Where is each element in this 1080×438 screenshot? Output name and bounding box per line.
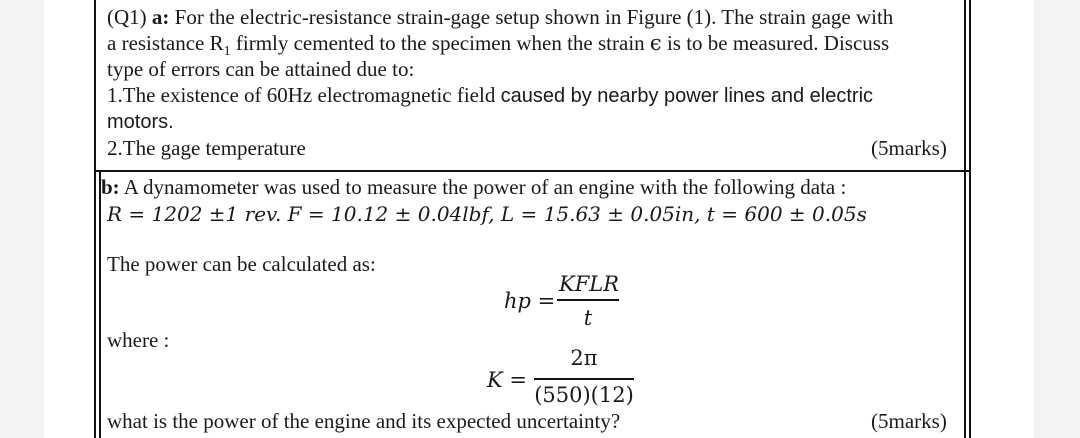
k-denominator: (550)(12) xyxy=(534,383,634,407)
question-label: (Q1) xyxy=(107,5,147,29)
question-a-item-2: 2.The gage temperature xyxy=(107,136,306,160)
part-b-label: b: xyxy=(101,175,120,199)
power-text: The power can be calculated as: xyxy=(107,252,376,276)
question-b-final: what is the power of the engine and its expected uncertainty? xyxy=(107,409,621,433)
k-numerator: 2π xyxy=(570,346,598,370)
question-b-intro: b: A dynamometer was used to measure the power of an engine with the following data : xyxy=(101,175,847,199)
measurement-data: R = 1202 ±1 rev. F = 10.12 ± 0.04lbf, L = 15.63 ± 0.05in, t = 600 ± 0.05s xyxy=(107,202,867,226)
question-a-item-1-cont: motors. xyxy=(107,111,174,133)
row-divider xyxy=(94,170,971,172)
question-a-line-3: type of errors can be attained due to: xyxy=(107,57,415,81)
k-fraction-bar xyxy=(534,378,634,380)
document-page xyxy=(44,0,1034,438)
left-border-inner xyxy=(99,170,101,438)
left-border-outer xyxy=(94,0,96,438)
hp-numerator: KFLR xyxy=(559,272,620,296)
hp-lhs: hp = xyxy=(504,289,556,313)
hp-denominator: t xyxy=(583,306,593,330)
question-b-marks: (5marks) xyxy=(871,409,947,433)
right-border-inner xyxy=(969,0,971,438)
part-a-label: a: xyxy=(151,5,170,29)
hp-fraction-bar xyxy=(557,299,619,301)
question-a-line-2: a resistance $R_1$ firmly cemented to the specimen when the strain ϵ is to be measured. Discuss xyxy=(107,31,890,60)
where-label: where : xyxy=(107,328,170,352)
right-border-outer xyxy=(964,0,966,438)
k-lhs: K = xyxy=(487,368,527,392)
question-a-marks: (5marks) xyxy=(871,136,947,160)
question-a-line-1: (Q1) a: For the electric-resistance strain-gage setup shown in Figure (1). The strain gage with xyxy=(107,5,894,29)
question-a-item-1: 1.The existence of 60Hz electromagnetic field caused by nearby power lines and electric xyxy=(107,83,874,107)
strain-symbol: ϵ xyxy=(649,31,662,55)
